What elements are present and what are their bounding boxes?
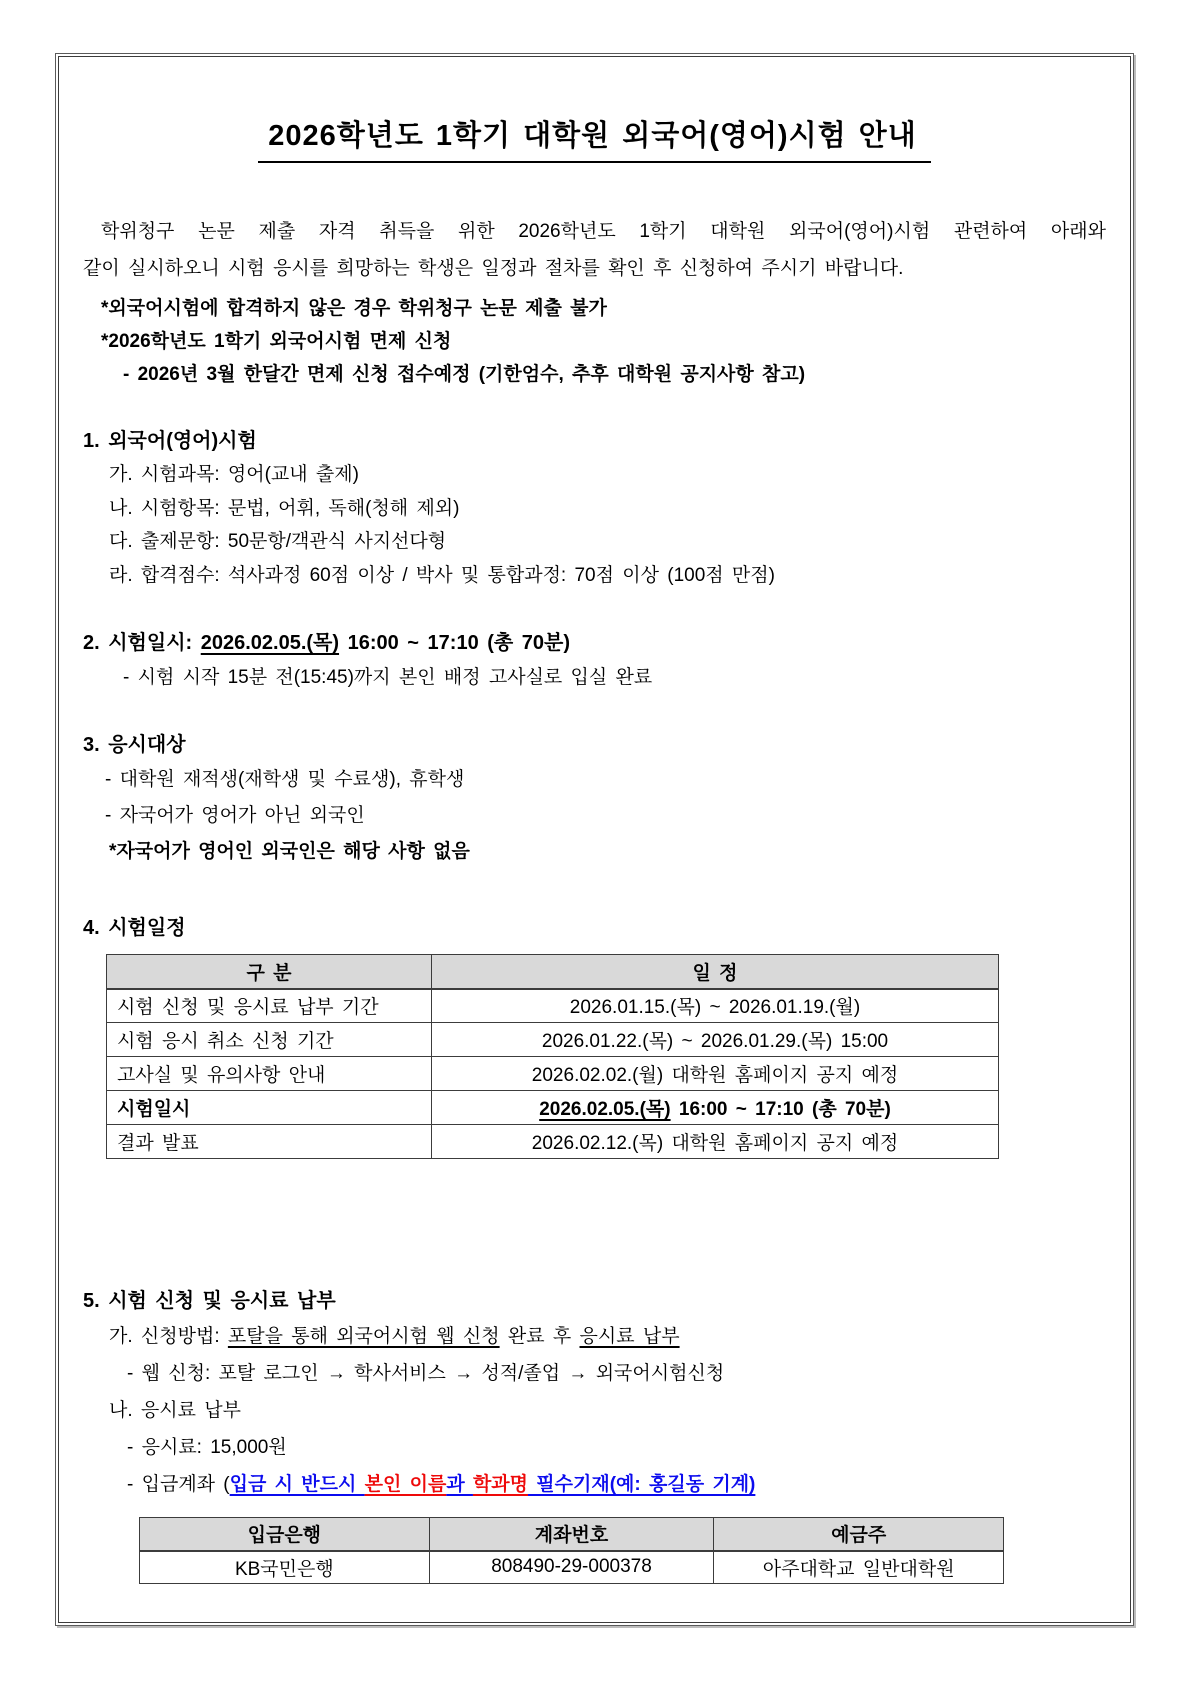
fee-payment-heading: 나. 응시료 납부 [109, 1400, 241, 1421]
row-value [432, 1091, 999, 1125]
intro-paragraph [83, 213, 1106, 287]
section-exam-schedule [83, 912, 1106, 1159]
account-prefix: - 입금계좌 ( [127, 1474, 230, 1495]
section2-heading-prefix: 2. 시험일시: [83, 632, 201, 654]
row-label: 시험 응시 취소 신청 기간 [107, 1023, 432, 1057]
page-border [55, 53, 1134, 1626]
section-exam-datetime [83, 627, 1106, 696]
row-value: 2026.01.15.(목) ~ 2026.01.19.(월) [432, 989, 999, 1023]
note-exemption: *2026학년도 1학기 외국어시험 면제 신청 [101, 331, 452, 352]
exam-time-text: 16:00 ~ 17:10 (총 70분) [670, 1099, 891, 1120]
section4-heading: 4. 시험일정 [83, 917, 186, 939]
bank-name-cell: KB국민은행 [140, 1551, 430, 1584]
exam-date-underlined: 2026.02.05.(목) [200, 632, 340, 654]
section-eligibility [83, 729, 1106, 870]
fee-amount-line: - 응시료: 15,000원 [127, 1437, 287, 1458]
exam-date-underlined: 2026.02.05.(목) [539, 1099, 671, 1120]
exam-questions-item: 다. 출제문항: 50문항/객관식 사지선다형 [109, 531, 447, 552]
section2-heading [83, 627, 1106, 660]
deposit-account-line [127, 1466, 1106, 1503]
method-fee-underlined: 응시료 납부 [579, 1326, 680, 1347]
table-row-application-period [107, 989, 999, 1023]
eligibility-enrolled-item: - 대학원 재적생(재학생 및 수료생), 휴학생 [105, 769, 465, 790]
account-note-blue-2: 과 [446, 1474, 473, 1495]
note-exemption-detail: - 2026년 3월 한달간 면제 신청 접수예정 (기한엄수, 추후 대학원 공지사항 참고) [123, 364, 806, 385]
bank-header-row [140, 1518, 1004, 1551]
bank-col-holder: 예금주 [714, 1518, 1004, 1551]
table-row-room-notice [107, 1057, 999, 1091]
account-note-red-department: 학과명 [472, 1474, 529, 1495]
schedule-col-category: 구 분 [107, 955, 432, 989]
intro-line-1: 학위청구 논문 제출 자격 취득을 위한 2026학년도 1학기 대학원 외국어(영어)시험 관련하여 아래와 [101, 221, 1106, 242]
section-application-payment [83, 1285, 1106, 1584]
section2-heading-suffix: 16:00 ~ 17:10 (총 70분) [339, 632, 571, 654]
entry-deadline-note: - 시험 시작 15분 전(15:45)까지 본인 배정 고사실로 입실 완료 [123, 667, 653, 688]
table-row-exam-datetime [107, 1091, 999, 1125]
exam-schedule-table [106, 954, 999, 1159]
method-web-apply-underlined: 포탈을 통해 외국어시험 웹 신청 [227, 1326, 500, 1347]
row-value: 2026.01.22.(목) ~ 2026.01.29.(목) 15:00 [432, 1023, 999, 1057]
exam-passing-score-item: 라. 합격점수: 석사과정 60점 이상 / 박사 및 통합과정: 70점 이상 (100점 만점) [109, 564, 775, 586]
schedule-header-row [107, 955, 999, 989]
intro-notes [83, 292, 1106, 391]
row-label: 고사실 및 유의사항 안내 [107, 1057, 432, 1091]
bank-col-account-number: 계좌번호 [429, 1518, 714, 1551]
section-exam-overview [83, 425, 1106, 592]
exam-topics-item: 나. 시험항목: 문법, 어휘, 독해(청해 제외) [109, 497, 460, 519]
note-exam-fail: *외국어시험에 합격하지 않은 경우 학위청구 논문 제출 불가 [101, 298, 607, 319]
row-label: 결과 발표 [107, 1125, 432, 1159]
section5-heading: 5. 시험 신청 및 응시료 납부 [83, 1290, 336, 1312]
section1-heading: 1. 외국어(영어)시험 [83, 430, 257, 452]
row-value: 2026.02.02.(월) 대학원 홈페이지 공지 예정 [432, 1057, 999, 1091]
bank-account-row [140, 1551, 1004, 1584]
row-label: 시험일시 [107, 1091, 432, 1125]
account-note-blue-3: 필수기재(예: 홍길동 기계) [528, 1474, 756, 1495]
account-note-blue-1: 입금 시 반드시 [229, 1474, 365, 1495]
application-method-line [109, 1318, 1106, 1355]
bank-col-bank: 입금은행 [140, 1518, 430, 1551]
method-prefix: 가. 신청방법: [109, 1326, 228, 1347]
web-application-path-line: - 웹 신청: 포탈 로그인 → 학사서비스 → 성적/졸업 → 외국어시험신청 [127, 1363, 725, 1384]
row-label: 시험 신청 및 응시료 납부 기간 [107, 989, 432, 1023]
document-title: 2026학년도 1학기 대학원 외국어(영어)시험 안내 [258, 113, 930, 163]
eligibility-foreigner-item: - 자국어가 영어가 아닌 외국인 [105, 805, 365, 826]
exam-subject-item: 가. 시험과목: 영어(교내 출제) [109, 464, 359, 485]
account-number-cell: 808490-29-000378 [429, 1551, 714, 1584]
intro-line-2: 같이 실시하오니 시험 응시를 희망하는 학생은 일정과 절차를 확인 후 신청하여 주시기 바랍니다. [83, 258, 904, 279]
schedule-col-dates: 일 정 [432, 955, 999, 989]
account-note-red-name: 본인 이름 [364, 1474, 447, 1495]
table-row-cancel-period [107, 1023, 999, 1057]
method-mid: 완료 후 [499, 1326, 580, 1347]
document-page [58, 56, 1131, 1623]
bank-account-table [139, 1517, 1004, 1584]
title-row [83, 113, 1106, 163]
eligibility-exception-note: *자국어가 영어인 외국인은 해당 사항 없음 [109, 841, 470, 862]
section3-heading: 3. 응시대상 [83, 734, 186, 756]
row-value: 2026.02.12.(목) 대학원 홈페이지 공지 예정 [432, 1125, 999, 1159]
table-row-results [107, 1125, 999, 1159]
account-holder-cell: 아주대학교 일반대학원 [714, 1551, 1004, 1584]
